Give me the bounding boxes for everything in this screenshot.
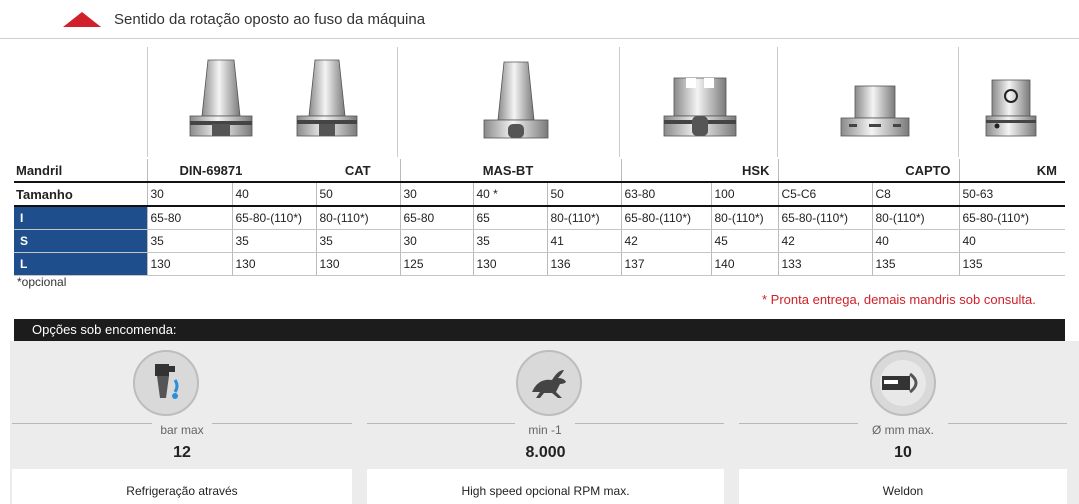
mas-bt-holder-image [482, 60, 550, 140]
delivery-note: * Pronta entrega, demais mandris sob consulta. [762, 292, 1036, 307]
rotation-note-text: Sentido da rotação oposto ao fuso da máquina [114, 11, 426, 28]
size-cell: 30 [400, 182, 473, 206]
table-cell: 135 [872, 253, 959, 276]
table-header-row [14, 159, 1065, 182]
table-cell: 65-80-(110*) [959, 206, 1065, 230]
weldon-value: 10 [894, 444, 912, 461]
group-hsk: HSK [621, 159, 778, 182]
row-letter: S [14, 230, 147, 253]
table-row-l [14, 253, 1065, 276]
size-cell: 30 [147, 182, 232, 206]
size-cell: 50 [316, 182, 400, 206]
din-cat-image-area [147, 47, 398, 157]
table-cell: 40 [872, 230, 959, 253]
table-cell: 35 [147, 230, 232, 253]
option-panel-weldon [739, 343, 1067, 504]
weldon-unit: Ø mm max. [858, 423, 948, 437]
table-cell: 80-(110*) [316, 206, 400, 230]
rpm-description: High speed opcional RPM max. [461, 484, 630, 498]
size-cell-highlight: 40 * [473, 182, 547, 206]
table-cell: 45 [711, 230, 778, 253]
group-capto: CAPTO [778, 159, 959, 182]
row-letter: L [14, 253, 147, 276]
size-cell: 50-63 [959, 182, 1065, 206]
table-cell: 42 [621, 230, 711, 253]
weldon-description: Weldon [882, 484, 924, 498]
cat-holder-image [295, 58, 359, 138]
table-row-i [14, 206, 1065, 230]
weldon-icon [870, 350, 936, 416]
group-din-69871: DIN-69871 [147, 159, 316, 182]
table-cell: 41 [547, 230, 621, 253]
size-cell: 50 [547, 182, 621, 206]
optional-footnote: *opcional [17, 275, 67, 289]
size-cell: 63-80 [621, 182, 711, 206]
table-cell: 65-80 [147, 206, 232, 230]
table-cell: 125 [400, 253, 473, 276]
table-row-s [14, 230, 1065, 253]
rabbit-icon [516, 350, 582, 416]
hsk-holder-image [662, 76, 738, 138]
table-cell: 65-80-(110*) [232, 206, 316, 230]
size-row [14, 182, 1065, 206]
table-cell: 130 [473, 253, 547, 276]
group-cat: CAT [316, 159, 400, 182]
coolant-unit: bar max [152, 423, 212, 437]
table-cell: 35 [316, 230, 400, 253]
capto-holder-image [839, 84, 911, 138]
table-cell: 140 [711, 253, 778, 276]
options-title: Opções sob encomenda: [32, 322, 177, 337]
table-cell: 65-80 [400, 206, 473, 230]
table-cell: 65-80-(110*) [778, 206, 872, 230]
rpm-unit: min -1 [515, 423, 575, 437]
table-cell: 80-(110*) [711, 206, 778, 230]
coolant-description: Refrigeração através [126, 484, 238, 498]
coolant-value: 12 [173, 444, 191, 461]
table-cell: 65-80-(110*) [621, 206, 711, 230]
din-69871-holder-image [186, 58, 256, 138]
group-km: KM [959, 159, 1065, 182]
spec-table [14, 159, 1065, 276]
table-cell: 30 [400, 230, 473, 253]
coolant-icon [133, 350, 199, 416]
tamanho-label: Tamanho [14, 182, 147, 206]
options-header-bar [14, 319, 1065, 341]
km-holder-image [984, 78, 1038, 138]
table-cell: 65 [473, 206, 547, 230]
row-letter: I [14, 206, 147, 230]
table-cell: 80-(110*) [872, 206, 959, 230]
table-cell: 80-(110*) [547, 206, 621, 230]
size-cell: C5-C6 [778, 182, 872, 206]
table-cell: 136 [547, 253, 621, 276]
option-panel-coolant [12, 343, 352, 504]
table-cell: 137 [621, 253, 711, 276]
table-cell: 133 [778, 253, 872, 276]
rpm-value: 8.000 [525, 444, 566, 461]
table-cell: 35 [473, 230, 547, 253]
table-cell: 130 [232, 253, 316, 276]
rotation-direction-icon [63, 12, 101, 27]
group-mas-bt: MAS-BT [400, 159, 621, 182]
table-cell: 35 [232, 230, 316, 253]
option-panel-rpm [367, 343, 724, 504]
mandril-label: Mandril [14, 159, 147, 182]
size-cell: 100 [711, 182, 778, 206]
table-cell: 40 [959, 230, 1065, 253]
table-cell: 135 [959, 253, 1065, 276]
table-cell: 130 [147, 253, 232, 276]
table-cell: 130 [316, 253, 400, 276]
size-cell: C8 [872, 182, 959, 206]
table-cell: 42 [778, 230, 872, 253]
size-cell: 40 [232, 182, 316, 206]
